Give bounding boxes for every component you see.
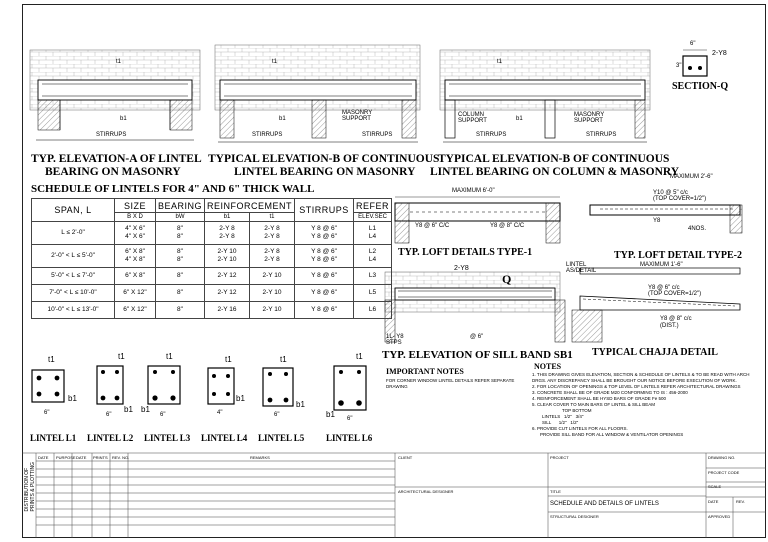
title-block-lines	[22, 453, 766, 538]
schedule-cell-stirrups-line: Y 8 @ 6"	[311, 225, 337, 232]
schedule-cell-stirrups	[295, 222, 354, 245]
stirrups-label-a: STIRRUPS	[96, 132, 127, 138]
schedule-cell-refer	[354, 222, 392, 245]
schedule-cell-b1	[205, 285, 250, 302]
schedule-cell-b1-line: 2-Y 12	[217, 289, 237, 296]
schedule-row	[32, 222, 392, 245]
lintel-l6-w: 6"	[347, 416, 353, 422]
schedule-cell-t1	[250, 268, 295, 285]
schedule-cell-bearing-line: 8"	[177, 272, 183, 279]
t1-label-c: t1	[497, 59, 503, 65]
schedule-cell-size-line: 6" X 8"	[125, 248, 145, 255]
schedule-cell-span-line: 2'-0" < L ≤ 5'-0"	[51, 252, 95, 259]
section-q-height: 3"	[676, 63, 682, 69]
chajja-bar2: Y8 @ 8" c/c	[660, 316, 692, 322]
schedule-cell-span-line: 10'-0" < L ≤ 13'-0"	[47, 306, 99, 313]
t1-label-a: t1	[116, 59, 122, 65]
schedule-cell-b1	[205, 222, 250, 245]
rev-header-purpose: PURPOSE	[56, 455, 76, 460]
loft1-title: TYP. LOFT DETAILS TYPE-1	[398, 247, 533, 258]
schedule-cell-size	[115, 268, 156, 285]
schedule-cell-t1	[250, 302, 295, 319]
column-support-label: COLUMN SUPPORT	[458, 112, 487, 124]
schedule-cell-t1-line: 2-Y 10	[262, 289, 282, 296]
schedule-cell-b1	[205, 302, 250, 319]
schedule-cell-b1	[205, 268, 250, 285]
note-1: 1. THIS DRAWING GIVES ELEVATION, SECTION & SCHEDULE OF LINTELS & TO BE READ WITH ARCH DRGS. ANY DISCREPANCY SHALL BE BROUGHT OUR NOTICE BEFORE EXECUTION OF WORK.	[532, 372, 750, 383]
lintel-l4-b1: b1	[236, 394, 245, 403]
sill-stps: 1L- Y8 STPS	[386, 334, 404, 346]
schedule-cell-b1-line: 2-Y 10	[217, 256, 237, 263]
lintel-l2-name: LINTEL L2	[87, 433, 134, 443]
loft1-bar2: Y8 @ 8" C/C	[490, 223, 525, 229]
subheader-bearing: bW	[156, 213, 205, 222]
schedule-cell-t1	[250, 222, 295, 245]
section-q-title: SECTION-Q	[672, 81, 729, 92]
lintel-l4-t1: t1	[225, 355, 232, 364]
lintel-l6-name: LINTEL L6	[326, 433, 373, 443]
schedule-cell-t1-line: 2-Y 8	[264, 233, 280, 240]
lintel-l1-w: 6"	[44, 410, 50, 416]
schedule-cell-refer	[354, 268, 392, 285]
chajja-maximum: MAXIMUM 1'-6"	[640, 262, 683, 268]
rev-header-date: DATE	[38, 455, 49, 460]
sill-q-label: Q	[502, 272, 512, 286]
schedule-cell-refer-line: L4	[368, 233, 377, 240]
notes-title: NOTES	[534, 362, 562, 371]
lintel-l1-b1: b1	[68, 394, 77, 403]
schedule-cell-span	[32, 268, 115, 285]
loft1-maximum: MAXIMUM 6'-0"	[452, 188, 495, 194]
schedule-cell-size	[115, 245, 156, 268]
schedule-cell-span	[32, 222, 115, 245]
lintel-l3-w: 6"	[160, 412, 166, 418]
header-stirrups: STIRRUPS	[295, 199, 354, 222]
architectural-label: ARCHITECTURAL DESIGNER	[398, 489, 454, 494]
schedule-cell-span	[32, 245, 115, 268]
lintel-l3-t1: t1	[166, 352, 173, 361]
loft-1-drawing	[395, 197, 560, 243]
schedule-cell-size-line: 4" X 6"	[125, 233, 145, 240]
schedule-cell-b1-line: 2-Y 12	[217, 272, 237, 279]
subheader-size: B X D	[115, 213, 156, 222]
schedule-row	[32, 245, 392, 268]
lintel-l1-name: LINTEL L1	[30, 433, 77, 443]
note-6: 6. PROVIDE CUT LINTELS FOR ALL FLOORS.	[532, 426, 628, 431]
schedule-cell-refer-line: L3	[368, 272, 377, 279]
stirrups-label-c2: STIRRUPS	[586, 132, 617, 138]
sill-spacing: @ 6"	[470, 334, 484, 340]
important-notes-title: IMPORTANT NOTES	[386, 367, 464, 376]
schedule-row	[32, 302, 392, 319]
notes-list	[532, 372, 757, 438]
b1-label-b: b1	[279, 116, 286, 122]
stirrups-label-b2: STIRRUPS	[362, 132, 393, 138]
elevation-b-drawing	[215, 45, 420, 142]
rev-header-remarks: REMARKS	[250, 455, 270, 460]
schedule-cell-size-line: 4" X 8"	[125, 256, 145, 263]
schedule-cell-bearing-line: 8"	[177, 225, 183, 232]
section-q-bar: 2-Y8	[712, 50, 727, 57]
scale-label: SCALE	[708, 484, 722, 489]
schedule-cell-t1	[250, 245, 295, 268]
schedule-cell-bearing	[156, 268, 205, 285]
chajja-cover: (TOP COVER=1/2")	[648, 291, 702, 297]
lintel-sections-drawing	[32, 366, 366, 410]
lintel-l3-name: LINTEL L3	[144, 433, 191, 443]
rev-header-date2: DATE	[76, 455, 87, 460]
sill-lintel-ref: LINTEL AS/DETAIL	[566, 262, 597, 274]
lintel-l4-w: 4"	[217, 410, 223, 416]
schedule-row	[32, 285, 392, 302]
note-2: 2. FOR LOCATION OF OPENINGS & TOP LEVEL OF LINTELS REFER ARCHITECTURAL DRAWINGS	[532, 384, 741, 389]
lintel-l5-name: LINTEL L5	[258, 433, 305, 443]
loft2-bar1: Y10 @ 5" c/c	[653, 190, 688, 196]
title-block-side-text: DISTRIBUTION OF PRINTS & PLOTTING	[24, 462, 36, 512]
lintel-l5-w: 6"	[274, 412, 280, 418]
subheader-t1: t1	[250, 213, 295, 222]
structural-label: STRUCTURAL DESIGNER	[550, 514, 599, 519]
schedule-cell-stirrups	[295, 245, 354, 268]
project-label: PROJECT	[550, 455, 569, 460]
sill-band-drawing	[385, 272, 565, 342]
schedule-cell-refer-line: L1	[368, 225, 377, 232]
schedule-cell-stirrups-line: Y 8 @ 6"	[311, 289, 337, 296]
schedule-cell-t1-line: 2-Y 8	[264, 225, 280, 232]
schedule-cell-size	[115, 302, 156, 319]
schedule-cell-t1	[250, 285, 295, 302]
lintel-l6-t1: t1	[356, 352, 363, 361]
schedule-cell-b1-line: 2-Y 16	[217, 306, 237, 313]
schedule-cell-size	[115, 285, 156, 302]
note-cover-lintels: LINTELS 1/2" 3/4"	[542, 414, 584, 419]
schedule-cell-stirrups-line: Y 8 @ 6"	[311, 272, 337, 279]
elevation-c-drawing	[440, 50, 650, 142]
schedule-cell-size-line: 6" X 8"	[125, 272, 145, 279]
schedule-cell-stirrups-line: Y 8 @ 6"	[311, 306, 337, 313]
header-refer: REFER	[354, 199, 392, 213]
lintel-l1-t1: t1	[48, 355, 55, 364]
note-cover-sill: SILL 1/2" 1/2"	[542, 420, 579, 425]
loft2-cover: (TOP COVER=1/2")	[653, 196, 707, 202]
stirrups-label-c: STIRRUPS	[476, 132, 507, 138]
client-label: CLIENT	[398, 455, 413, 460]
section-q-drawing	[683, 50, 707, 76]
schedule-cell-stirrups	[295, 302, 354, 319]
note-6b: PROVIDE SILL BAND FOR ALL WINDOW & VENTILATOR OPENINGS	[540, 432, 684, 437]
subheader-b1: b1	[205, 213, 250, 222]
schedule-cell-b1-line: 2-Y 8	[219, 225, 235, 232]
schedule-cell-b1-line: 2-Y 8	[219, 233, 235, 240]
note-5: 5. CLEAR COVER TO MAIN BARS OF LINTEL & SILL BEAM	[532, 402, 656, 407]
lintel-l4-name: LINTEL L4	[201, 433, 248, 443]
lintel-l5-t1: t1	[280, 355, 287, 364]
rev-header-revno: REV. NO.	[112, 455, 130, 460]
schedule-cell-stirrups	[295, 285, 354, 302]
header-reinforcement: REINFORCEMENT	[205, 199, 295, 213]
lintel-l5-b1: b1	[296, 400, 305, 409]
schedule-cell-t1-line: 2-Y 10	[262, 272, 282, 279]
note-4: 4. REINFORCEMENT SHALL BE HYSD BARS OF GRADE Fe 500	[532, 396, 667, 401]
drawing-no-label: DRAWING NO.	[708, 455, 736, 460]
schedule-cell-size	[115, 222, 156, 245]
schedule-cell-t1-line: 2-Y 8	[264, 256, 280, 263]
schedule-cell-refer-line: L5	[368, 289, 377, 296]
header-bearing: BEARING	[156, 199, 205, 213]
schedule-cell-refer	[354, 302, 392, 319]
schedule-cell-bearing-line: 8"	[177, 289, 183, 296]
lintel-bars	[37, 370, 362, 406]
drawing-title: SCHEDULE AND DETAILS OF LINTELS	[550, 501, 659, 507]
schedule-cell-b1	[205, 245, 250, 268]
schedule-cell-refer-line: L6	[368, 306, 377, 313]
schedule-cell-t1-line: 2-Y 8	[264, 248, 280, 255]
schedule-cell-bearing-line: 8"	[177, 306, 183, 313]
schedule-cell-bearing-line: 8"	[177, 256, 183, 263]
loft2-maximum: MAXIMUM 2'-6"	[670, 174, 713, 180]
schedule-cell-span-line: L ≤ 2'-0"	[61, 229, 85, 236]
section-q-width: 6"	[690, 41, 696, 47]
schedule-cell-bearing-line: 8"	[177, 233, 183, 240]
schedule-cell-span-line: 5'-0" < L ≤ 7'-0"	[51, 272, 95, 279]
loft-2-drawing	[590, 205, 742, 233]
loft1-bar1: Y8 @ 6" C/C	[415, 223, 450, 229]
note-3: 3. CONCRETE SHALL BE OF GRADE M20 CONFORMING TO IS : 456-2000	[532, 390, 688, 395]
schedule-cell-span	[32, 285, 115, 302]
sill-title: TYP. ELEVATION OF SILL BAND SB1	[382, 349, 573, 361]
header-size: SIZE	[115, 199, 156, 213]
approved-label: APPROVED	[708, 514, 731, 519]
schedule-cell-b1-line: 2-Y 10	[217, 248, 237, 255]
b1-label-a: b1	[120, 116, 127, 122]
schedule-cell-span	[32, 302, 115, 319]
chajja-title: TYPICAL CHAJJA DETAIL	[592, 347, 718, 358]
b1-label-c: b1	[516, 116, 523, 122]
rev-label: REV.	[736, 499, 745, 504]
masonry-support-label-c: MASONRY SUPPORT	[574, 112, 605, 124]
schedule-cell-bearing	[156, 222, 205, 245]
schedule-cell-bearing	[156, 302, 205, 319]
schedule-cell-refer	[354, 245, 392, 268]
lintel-schedule-table	[31, 198, 392, 319]
elevation-c-title: TYPICAL ELEVATION-B OF CONTINUOUS LINTEL BEARING ON COLUMN & MASONRY	[430, 153, 680, 178]
loft2-nos: 4NOS.	[688, 226, 707, 232]
chajja-bar1: Y8 @ 6" c/c	[648, 285, 680, 291]
schedule-row	[32, 268, 392, 285]
schedule-cell-stirrups-line: Y 8 @ 6"	[311, 248, 337, 255]
note-cover-head: TOP BOTTOM	[562, 408, 592, 413]
schedule-title: SCHEDULE OF LINTELS FOR 4" AND 6" THICK WALL	[31, 183, 315, 195]
chajja-dist: (DIST.)	[660, 323, 679, 329]
schedule-cell-size-line: 6" X 12"	[123, 306, 147, 313]
rev-header-prints: PRINTS	[93, 455, 108, 460]
lintel-l3-b1: b1	[141, 405, 150, 414]
t1-label-b: t1	[272, 59, 278, 65]
schedule-cell-refer	[354, 285, 392, 302]
schedule-cell-refer-line: L2	[368, 248, 377, 255]
loft2-title: TYP. LOFT DETAIL TYPE-2	[614, 250, 742, 261]
schedule-cell-size-line: 6" X 12"	[123, 289, 147, 296]
schedule-cell-span-line: 7'-0" < L ≤ 10'-0"	[49, 289, 97, 296]
schedule-cell-t1-line: 2-Y 10	[262, 306, 282, 313]
masonry-support-label: MASONRY SUPPORT	[342, 110, 373, 122]
loft2-bar2: Y8	[653, 218, 661, 224]
sill-bar: 2-Y8	[454, 265, 469, 272]
date-label: DATE	[708, 499, 719, 504]
chajja-drawing	[572, 268, 740, 342]
schedule-cell-stirrups	[295, 268, 354, 285]
schedule-cell-bearing-line: 8"	[177, 248, 183, 255]
header-span: SPAN, L	[32, 199, 115, 222]
schedule-cell-size-line: 4" X 6"	[125, 225, 145, 232]
elevation-a-title: TYP. ELEVATION-A OF LINTEL BEARING ON MASONRY	[31, 153, 202, 178]
stirrups-label-b: STIRRUPS	[252, 132, 283, 138]
elevation-b-title: TYPICAL ELEVATION-B OF CONTINUOUS LINTEL BEARING ON MASONRY	[208, 153, 440, 178]
lintel-l2-b1: b1	[124, 405, 133, 414]
schedule-cell-refer-line: L4	[368, 256, 377, 263]
subheader-refer: ELEV.SEC	[354, 213, 392, 222]
schedule-cell-stirrups-line: Y 8 @ 6"	[311, 233, 337, 240]
schedule-cell-stirrups-line: Y 8 @ 6"	[311, 256, 337, 263]
important-notes-text: FOR CORNER WINDOW LINTEL DETAILS REFER SEPARATE DRAWING	[386, 378, 515, 389]
lintel-l2-t1: t1	[118, 352, 125, 361]
title-label: TITLE	[550, 489, 561, 494]
elevation-a-drawing	[30, 50, 200, 140]
project-code-label: PROJECT CODE	[708, 470, 740, 475]
schedule-cell-bearing	[156, 245, 205, 268]
lintel-l6-b1: b1	[326, 410, 335, 419]
lintel-l2-w: 6"	[106, 412, 112, 418]
schedule-cell-bearing	[156, 285, 205, 302]
